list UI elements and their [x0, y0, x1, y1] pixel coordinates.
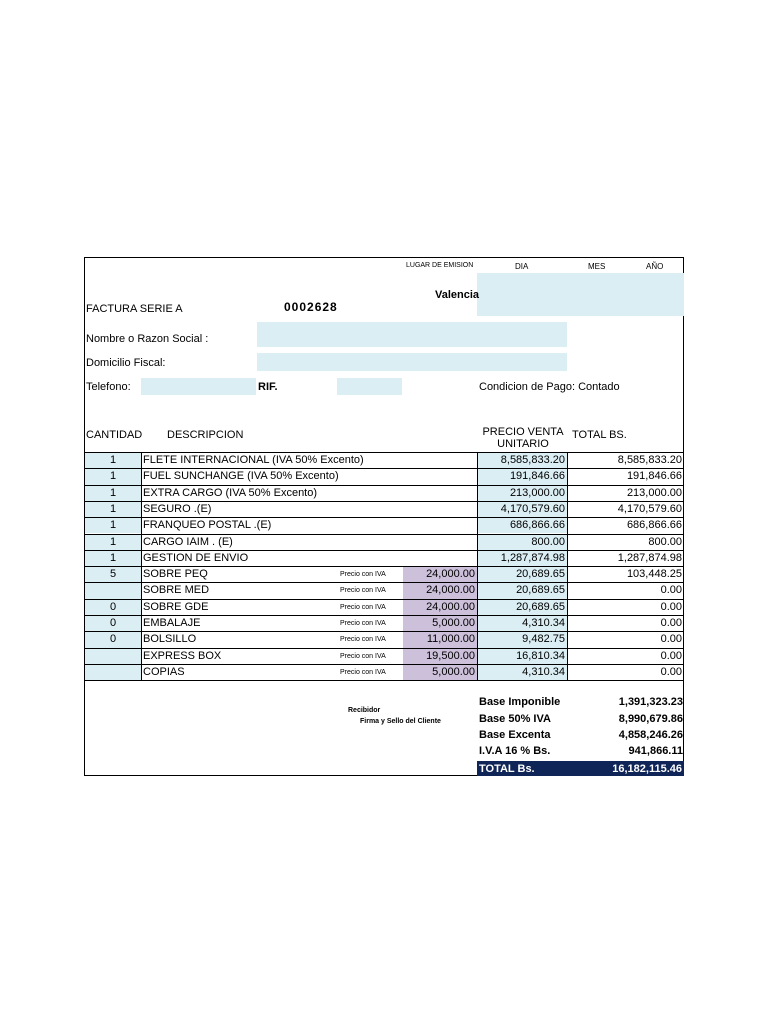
item-qty: 1 [109, 486, 117, 499]
row-line [84, 452, 684, 453]
item-qty: 1 [109, 535, 117, 548]
factura-label: FACTURA SERIE A [86, 303, 183, 315]
lugar-emision-label: LUGAR DE EMISION [406, 262, 474, 269]
item-unit-price: 20,689.65 [516, 600, 565, 613]
nombre-label: Nombre o Razon Social : [86, 333, 209, 345]
row-line [84, 680, 684, 681]
item-price-with-iva: 24,000.00 [426, 584, 475, 597]
col-total: TOTAL BS. [572, 429, 627, 441]
item-total: 0.00 [660, 649, 682, 662]
item-unit-price: 1,287,874.98 [500, 551, 565, 564]
dia-label: DIA [515, 262, 529, 271]
item-total: 1,287,874.98 [617, 551, 682, 564]
item-qty: 1 [109, 519, 117, 532]
item-total: 0.00 [660, 617, 682, 629]
item-unit-price: 20,689.65 [516, 568, 565, 581]
total-value: 1,391,323.23 [618, 696, 683, 708]
col-precio-line1: PRECIO VENTA [482, 426, 564, 438]
col-line [567, 452, 568, 680]
item-unit-price: 191,846.66 [509, 470, 565, 483]
row-line [84, 534, 684, 535]
item-description: SOBRE PEQ [143, 568, 208, 581]
item-total: 686,866.66 [626, 519, 682, 532]
item-total: 800.00 [648, 535, 682, 548]
total-value: 4,858,246.26 [618, 729, 683, 741]
item-qty: 1 [109, 551, 117, 564]
item-total: 8,585,833.20 [617, 454, 682, 466]
item-description: BOLSILLO [143, 633, 197, 646]
item-qty: 1 [109, 470, 117, 483]
item-qty: 0 [109, 600, 117, 613]
item-unit-price: 16,810.34 [516, 649, 565, 662]
item-unit-price: 4,310.34 [522, 617, 565, 629]
item-price-note: Precio con IVA [340, 668, 386, 676]
rif-label: RIF. [258, 381, 278, 393]
row-line [84, 582, 684, 583]
telefono-label: Telefono: [86, 381, 131, 393]
item-total: 213,000.00 [626, 486, 682, 499]
row-line [84, 599, 684, 600]
item-description: SEGURO .(E) [143, 502, 212, 515]
item-description: FRANQUEO POSTAL .(E) [143, 519, 272, 532]
total-value: 941,866.11 [628, 745, 683, 757]
invoice-number: 0002628 [284, 300, 338, 314]
item-price-note: Precio con IVA [340, 652, 386, 660]
item-total: 0.00 [660, 633, 682, 646]
grand-total-value: 16,182,115.46 [612, 763, 682, 775]
row-line [84, 468, 684, 469]
row-line [84, 485, 684, 486]
item-description: EXTRA CARGO (IVA 50% Excento) [143, 486, 318, 499]
item-unit-price: 686,866.66 [509, 519, 565, 532]
row-line [84, 566, 684, 567]
col-line [141, 452, 142, 680]
qty-cell-bg[interactable] [85, 664, 141, 680]
item-price-with-iva: 11,000.00 [426, 633, 475, 646]
row-line [84, 615, 684, 616]
item-total: 4,170,579.60 [617, 502, 682, 515]
item-description: GESTION DE ENVIO [143, 551, 249, 564]
item-qty: 1 [109, 502, 117, 515]
col-cantidad: CANTIDAD [86, 429, 143, 441]
item-unit-price: 4,310.34 [522, 665, 565, 678]
item-description: EXPRESS BOX [143, 649, 222, 662]
item-price-with-iva: 5,000.00 [432, 665, 475, 678]
item-unit-price: 213,000.00 [509, 486, 565, 499]
item-price-note: Precio con IVA [340, 620, 386, 627]
item-total: 0.00 [660, 600, 682, 613]
item-qty: 5 [109, 568, 117, 581]
item-price-with-iva: 24,000.00 [426, 568, 475, 581]
item-price-note: Precio con IVA [340, 587, 386, 595]
item-qty: 0 [109, 633, 117, 646]
item-unit-price: 800.00 [531, 535, 565, 548]
item-description: SOBRE MED [143, 584, 210, 597]
total-label: Base 50% IVA [479, 713, 551, 725]
item-total: 0.00 [660, 665, 682, 678]
row-line [84, 664, 684, 665]
item-price-note: Precio con IVA [340, 636, 386, 644]
nombre-field[interactable] [257, 322, 567, 347]
item-description: EMBALAJE [143, 617, 201, 629]
item-description: FLETE INTERNACIONAL (IVA 50% Excento) [143, 454, 364, 466]
item-price-with-iva: 24,000.00 [426, 600, 475, 613]
total-label: I.V.A 16 % Bs. [479, 745, 551, 757]
qty-cell-bg[interactable] [85, 648, 141, 664]
grand-total-label: TOTAL Bs. [479, 763, 535, 775]
row-line [84, 631, 684, 632]
row-line [84, 648, 684, 649]
item-total: 0.00 [660, 584, 682, 597]
item-unit-price: 8,585,833.20 [500, 454, 565, 466]
item-total: 103,448.25 [626, 568, 682, 581]
mes-label: MES [588, 262, 606, 271]
domicilio-label: Domicilio Fiscal: [86, 357, 166, 369]
item-description: FUEL SUNCHANGE (IVA 50% Excento) [143, 470, 339, 483]
total-value: 8,990,679.86 [618, 713, 683, 725]
item-price-with-iva: 5,000.00 [432, 617, 475, 629]
row-line [84, 501, 684, 502]
item-qty: 1 [109, 454, 117, 466]
col-line [477, 452, 478, 680]
qty-cell-bg[interactable] [85, 582, 141, 598]
item-price-note: Precio con IVA [340, 603, 386, 611]
recibidor-label: Recibidor [348, 707, 381, 714]
row-line [84, 550, 684, 551]
item-unit-price: 4,170,579.60 [500, 502, 565, 515]
item-unit-price: 9,482.75 [522, 633, 565, 646]
total-label: Base Excenta [479, 729, 551, 741]
domicilio-field[interactable] [257, 353, 567, 371]
date-field[interactable] [477, 273, 684, 316]
item-description: COPIAS [143, 665, 185, 678]
item-qty: 0 [109, 617, 117, 629]
condicion-pago-label: Condicion de Pago: Contado [479, 381, 620, 393]
item-price-with-iva: 19,500.00 [426, 649, 475, 662]
grand-total-bar [477, 761, 684, 776]
telefono-field[interactable] [141, 378, 256, 395]
ciudad-text: Valencia [435, 289, 480, 301]
col-precio-line2: UNITARIO [497, 438, 549, 450]
item-description: SOBRE GDE [143, 600, 209, 613]
item-unit-price: 20,689.65 [516, 584, 565, 597]
item-description: CARGO IAIM . (E) [143, 535, 233, 548]
total-label: Base Imponible [479, 696, 561, 708]
firma-label: Firma y Sello del Cliente [360, 718, 441, 725]
item-price-note: Precio con IVA [340, 571, 386, 579]
anio-label: AÑO [646, 262, 664, 271]
item-total: 191,846.66 [626, 470, 682, 483]
row-line [84, 517, 684, 518]
col-descripcion: DESCRIPCION [167, 429, 244, 441]
rif-field[interactable] [337, 378, 402, 395]
